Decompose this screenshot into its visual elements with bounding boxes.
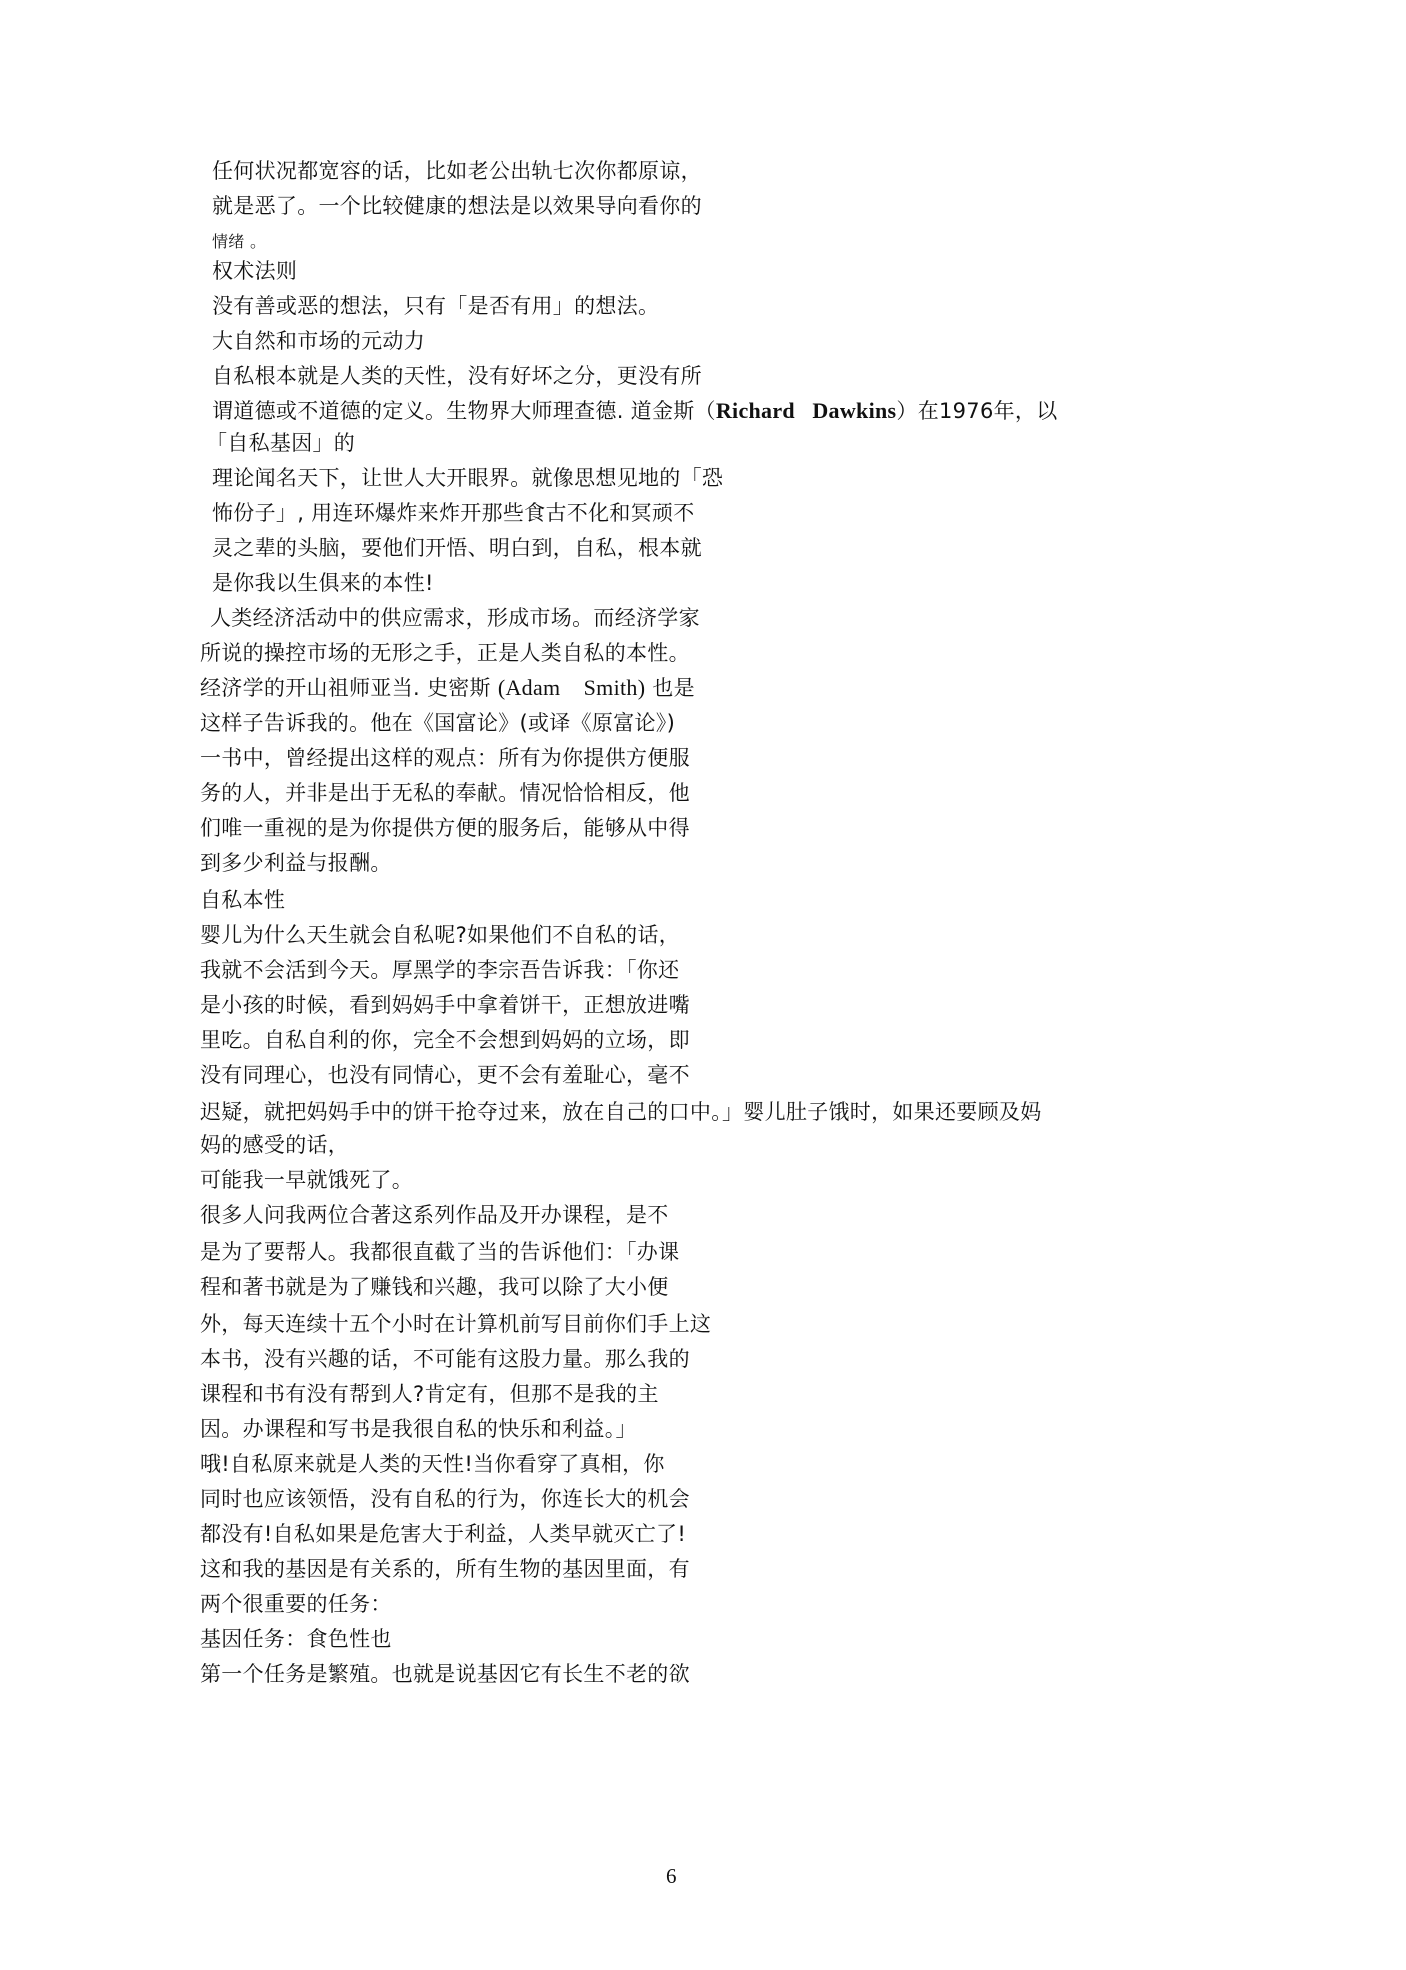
text-line: 可能我一早就饿死了。 <box>200 1168 413 1192</box>
text-line: 这和我的基因是有关系的，所有生物的基因里面，有 <box>200 1557 690 1581</box>
text-line: 任何状况都宽容的话，比如老公出轨七次你都原谅， <box>212 159 702 183</box>
text-line: 是小孩的时候，看到妈妈手中拿着饼干，正想放进嘴 <box>200 993 690 1017</box>
text-line: 自私本性 <box>200 888 286 912</box>
text-line: 是为了要帮人。我都很直截了当的告诉他们：「办课 <box>200 1240 680 1264</box>
text-line: 一书中，曾经提出这样的观点：所有为你提供方便服 <box>200 746 690 770</box>
text-line: 到多少利益与报酬。 <box>200 851 392 875</box>
person-name-richard-dawkins: Richard Dawkins <box>715 398 897 423</box>
text-line: 就是恶了。一个比较健康的想法是以效果导向看你的 <box>212 194 702 218</box>
text-segment: 也是 <box>645 676 695 700</box>
text-segment: 谓道德或不道德的定义。生物界大师理查德. 道金斯（ <box>212 399 716 423</box>
text-line-adam-smith <box>200 674 695 702</box>
text-line: 情绪 。 <box>212 232 267 251</box>
text-segment: ）在1976年，以 <box>896 399 1058 423</box>
text-line: 权术法则 <box>212 259 298 283</box>
person-name-adam-smith: (Adam Smith) <box>497 675 646 700</box>
text-line: 我就不会活到今天。厚黑学的李宗吾告诉我：「你还 <box>200 958 680 982</box>
text-line: 外，每天连续十五个小时在计算机前写目前你们手上这 <box>200 1312 712 1336</box>
text-line: 两个很重要的任务： <box>200 1592 392 1616</box>
text-line: 第一个任务是繁殖。也就是说基因它有长生不老的欲 <box>200 1662 690 1686</box>
text-line: 是你我以生俱来的本性! <box>212 571 434 595</box>
text-line: 理论闻名天下，让世人大开眼界。就像思想见地的「恐 <box>212 466 724 490</box>
text-line: 同时也应该领悟，没有自私的行为，你连长大的机会 <box>200 1487 690 1511</box>
text-line: 大自然和市场的元动力 <box>212 329 425 353</box>
text-line: 没有同理心，也没有同情心，更不会有羞耻心，毫不 <box>200 1063 690 1087</box>
text-line: 基因任务：食色性也 <box>200 1627 392 1651</box>
text-line: 很多人问我两位合著这系列作品及开办课程，是不 <box>200 1203 669 1227</box>
text-line: 妈的感受的话， <box>200 1133 350 1157</box>
text-line: 本书，没有兴趣的话，不可能有这股力量。那么我的 <box>200 1347 690 1371</box>
text-line: 没有善或恶的想法，只有「是否有用」的想法。 <box>212 294 660 318</box>
page-number: 6 <box>666 1864 677 1888</box>
text-line-dawkins <box>212 397 1058 425</box>
text-line: 婴儿为什么天生就会自私呢?如果他们不自私的话， <box>200 923 681 947</box>
text-line: 所说的操控市场的无形之手，正是人类自私的本性。 <box>200 641 690 665</box>
text-line: 这样子告诉我的。他在《国富论》(或译《原富论》) <box>200 711 676 735</box>
text-line: 人类经济活动中的供应需求，形成市场。而经济学家 <box>210 606 700 630</box>
text-line: 哦!自私原来就是人类的天性!当你看穿了真相，你 <box>200 1452 665 1476</box>
text-line: 「自私基因」的 <box>206 431 356 455</box>
text-line: 都没有!自私如果是危害大于利益，人类早就灭亡了! <box>200 1522 687 1546</box>
text-line: 灵之辈的头脑，要他们开悟、明白到，自私，根本就 <box>212 536 702 560</box>
text-line: 课程和书有没有帮到人?肯定有，但那不是我的主 <box>200 1382 659 1406</box>
text-line: 们唯一重视的是为你提供方便的服务后，能够从中得 <box>200 816 690 840</box>
text-line: 自私根本就是人类的天性，没有好坏之分，更没有所 <box>212 364 702 388</box>
text-line: 因。办课程和写书是我很自私的快乐和利益。」 <box>200 1417 637 1441</box>
text-segment: 经济学的开山祖师亚当. 史密斯 <box>200 676 498 700</box>
text-line: 怖份子」, 用连环爆炸来炸开那些食古不化和冥顽不 <box>212 501 695 525</box>
text-line: 里吃。自私自利的你，完全不会想到妈妈的立场，即 <box>200 1028 690 1052</box>
text-line: 程和著书就是为了赚钱和兴趣，我可以除了大小便 <box>200 1275 669 1299</box>
text-line: 迟疑，就把妈妈手中的饼干抢夺过来，放在自己的口中。」婴儿肚子饿时，如果还要顾及妈 <box>200 1100 1042 1124</box>
text-line: 务的人，并非是出于无私的奉献。情况恰恰相反，他 <box>200 781 690 805</box>
